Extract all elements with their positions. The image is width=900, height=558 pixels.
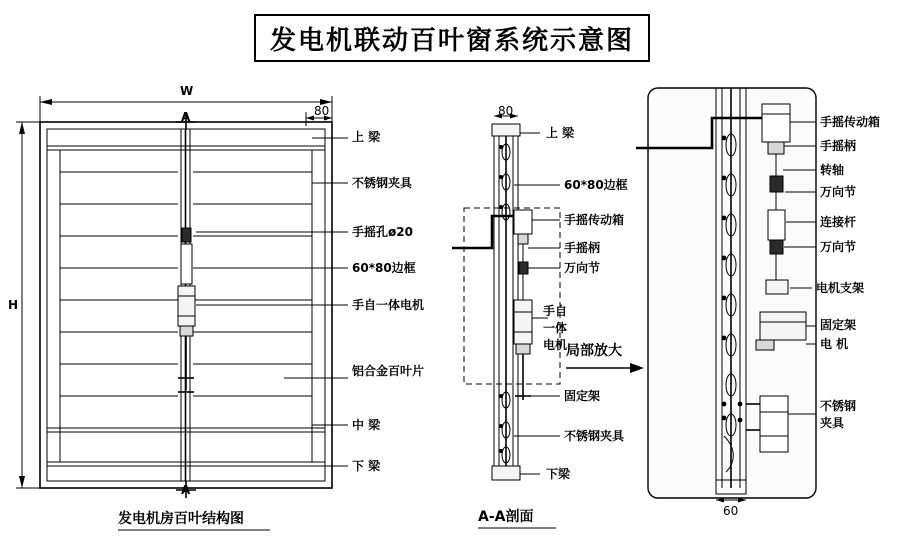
section-mark-top: A <box>181 110 191 124</box>
page-title: 发电机联动百叶窗系统示意图 <box>269 25 634 56</box>
detail-label-crank: 手摇柄 <box>820 139 857 153</box>
section-label-gearbox: 手摇传动箱 <box>564 213 625 227</box>
section-label-universal-joint: 万向节 <box>564 261 601 275</box>
detail-label-universal-joint-2: 万向节 <box>820 240 857 254</box>
detail-label-universal-joint-1: 万向节 <box>820 185 857 199</box>
detail-label-gearbox: 手摇传动箱 <box>820 115 881 129</box>
front-label-frame-size: 60*80边框 <box>352 261 416 275</box>
section-view-caption: A-A剖面 <box>478 509 534 525</box>
detail-label-fixing-bracket: 固定架 <box>820 318 857 332</box>
front-view-thickness-dim: 80 <box>314 104 330 118</box>
section-label-motor: 手自一体电机 <box>543 304 568 352</box>
detail-label-motor-bracket: 电机支架 <box>816 281 865 295</box>
section-label-top-beam: 上 梁 <box>546 126 575 140</box>
front-view-width-dim: W <box>180 84 194 98</box>
front-label-bottom-beam: 下 梁 <box>352 459 381 473</box>
section-mark-bottom: A <box>181 483 191 497</box>
front-view-height-dim: H <box>8 298 19 312</box>
section-label-frame-size: 60*80边框 <box>564 178 628 192</box>
section-label-bottom-beam: 下梁 <box>546 467 571 481</box>
front-label-blade: 铝合金百叶片 <box>352 364 425 378</box>
detail-view-caption: 局部放大 <box>566 343 622 359</box>
section-thickness-dim: 80 <box>498 104 514 118</box>
front-label-crank-hole: 手摇孔ø20 <box>352 225 413 239</box>
section-label-fixing-bracket: 固定架 <box>564 389 601 403</box>
detail-label-connecting-rod: 连接杆 <box>820 215 857 229</box>
detail-label-shaft: 转轴 <box>820 163 845 177</box>
front-label-top-beam: 上 梁 <box>352 130 381 144</box>
detail-label-stainless-clamp: 不锈钢夹具 <box>820 399 857 430</box>
front-label-stainless-clamp: 不锈钢夹具 <box>352 176 413 190</box>
front-view-caption: 发电机房百叶结构图 <box>118 511 244 527</box>
section-label-stainless-clamp: 不锈钢夹具 <box>564 429 625 443</box>
section-label-crank: 手摇柄 <box>564 241 601 255</box>
front-label-middle-beam: 中 梁 <box>352 418 381 432</box>
detail-label-motor: 电 机 <box>820 337 849 351</box>
detail-thickness-dim: 60 <box>723 504 739 518</box>
front-label-motor: 手自一体电机 <box>352 298 425 312</box>
